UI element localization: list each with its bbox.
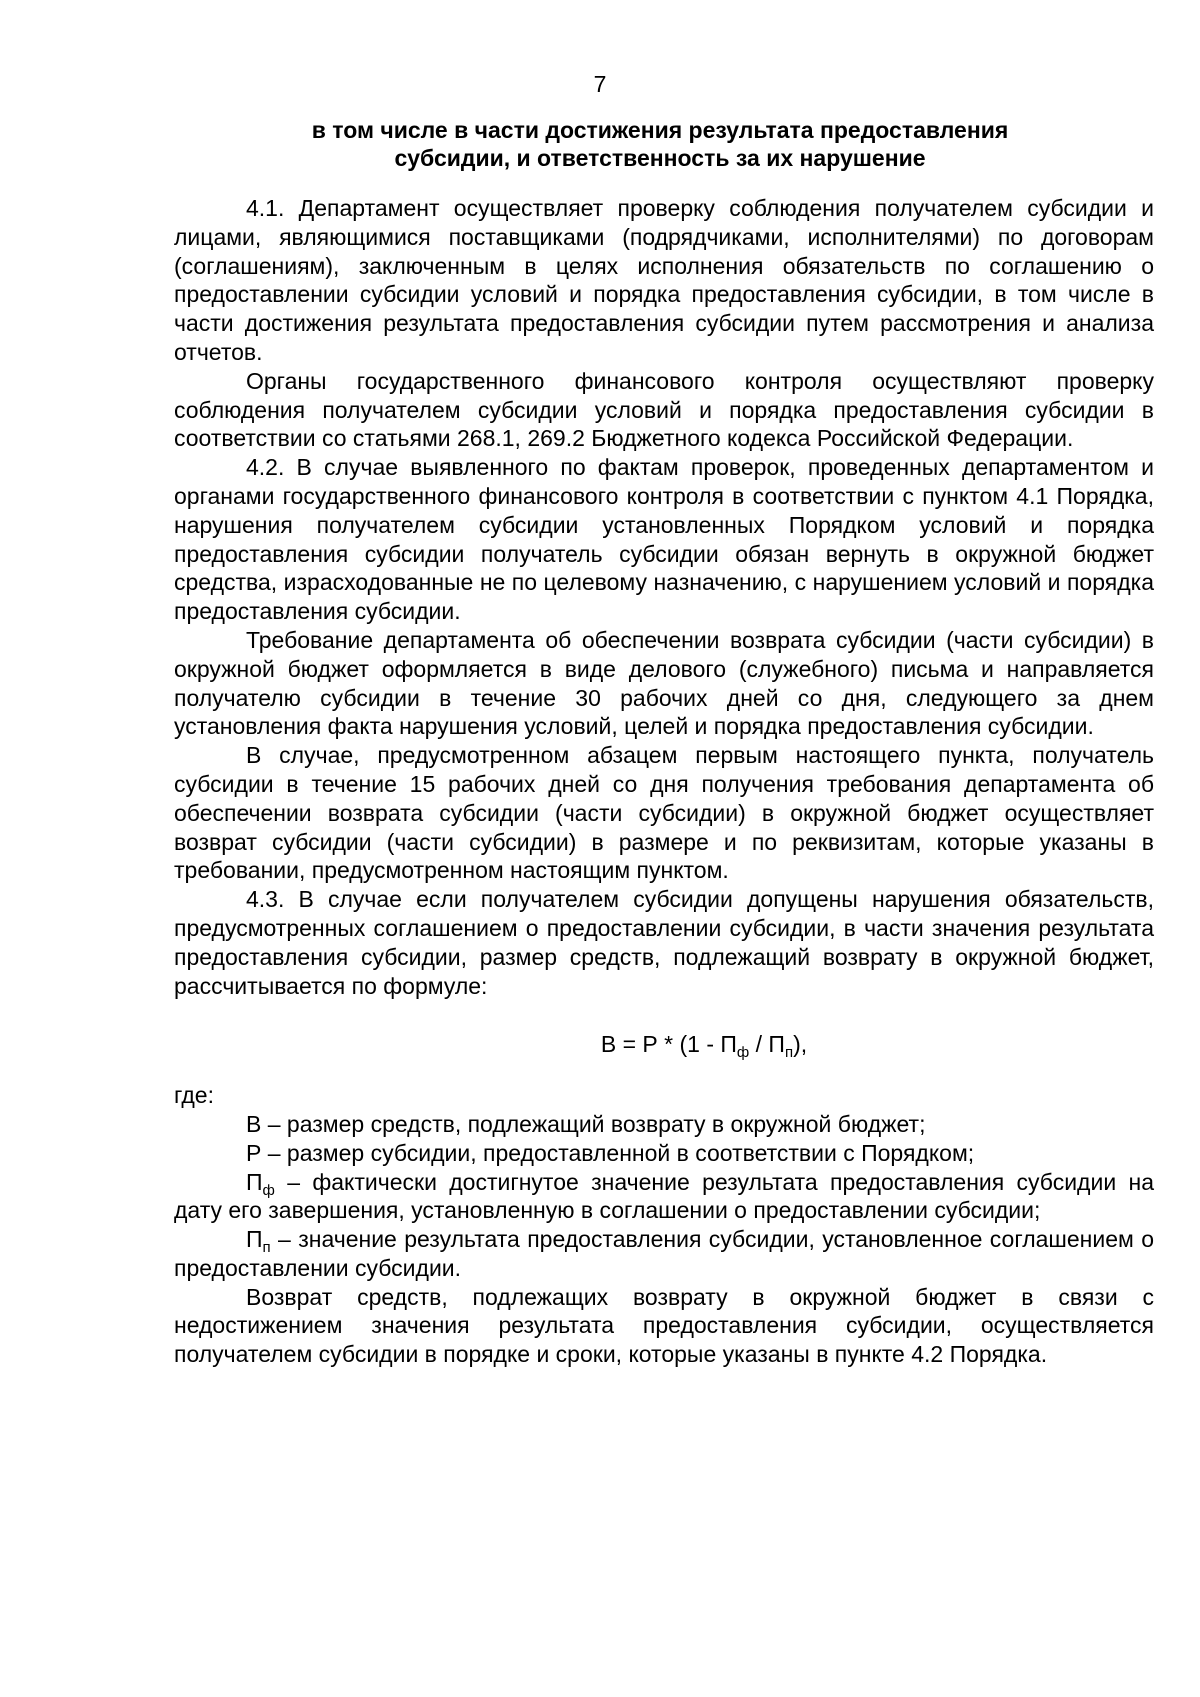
definition-pp-text: – значение результата предоставления субсидии, установленное соглашением о предоставлении субсидии. [174,1226,1154,1281]
definition-pf [174,1168,1154,1226]
formula-middle: / П [749,1031,785,1058]
definition-pp [174,1225,1154,1283]
paragraph-4-3: 4.3. В случае если получателем субсидии допущены нарушения обязательств, предусмотренных соглашением о предоставлении субсидии, в части значения результата предоставления субсидии, размер средств, подлежащий возврату в окружной бюджет, рассчитывается по формуле: [174,886,1154,999]
paragraph-4-1: 4.1. Департамент осуществляет проверку соблюдения получателем субсидии и лицами, являющимися поставщиками (подрядчиками, исполнителями) по договорам (соглашениям), заключенным в целях исполнения обязательств по соглашению о предоставлении субсидии условий и порядка предоставления субсидии, в том числе в части достижения результата предоставления субсидии путем рассмотрения и анализа отчетов. [174,195,1154,365]
formula-sub-f: ф [736,1044,750,1062]
formula [174,1030,1154,1062]
where-label: где: [174,1082,214,1109]
paragraph-4-2: 4.2. В случае выявленного по фактам проверок, проведенных департаментом и органами государственного финансового контроля в соответствии с пунктом 4.1 Порядка, нарушения получателем субсидии установленных Порядком условий и порядка предоставления субсидии получатель субсидии обязан вернуть в окружной бюджет средства, израсходованные не по целевому назначению, с нарушением условий и порядка предоставления субсидии. [174,454,1154,625]
definition-pf-text: – фактически достигнутое значение результата предоставления субсидии на дату его завершения, установленную в соглашении о предоставлении субсидии; [174,1168,1154,1224]
definition-pp-symbol: П [246,1226,263,1253]
paragraph-closing: Возврат средств, подлежащих возврату в окружной бюджет в связи с недостижением значения результата предоставления субсидии, осуществляется получателем субсидии в порядке и сроки, которые указаны в пункте 4.2 Порядка. [174,1283,1154,1368]
heading-line-1: в том числе в части достижения результата предоставления [311,117,1009,143]
page-number: 7 [593,71,607,97]
definition-v: В – размер средств, подлежащий возврату в окружной бюджет; [246,1110,926,1137]
definition-r: Р – размер субсидии, предоставленной в соответствии с Порядком; [246,1139,975,1166]
paragraph-state-control: Органы государственного финансового контроля осуществляют проверку соблюдения получателем субсидии условий и порядка предоставления субсидии в соответствии со статьями 268.1, 269.2 Бюджетного кодекса Российской Федерации. [174,367,1154,452]
document-body [174,194,1154,1369]
formula-prefix: В = Р * (1 - П [600,1031,737,1058]
paragraph-return-terms: В случае, предусмотренном абзацем первым настоящего пункта, получатель субсидии в течение 15 рабочих дней со дня получения требования департамента об обеспечении возврата субсидии (части субсидии) в окружной бюджет осуществляет возврат субсидии (части субсидии) в размере и по реквизитам, которые указаны в требовании, предусмотренном настоящим пунктом. [174,742,1154,884]
definition-pf-sub: ф [262,1181,275,1199]
definition-pf-symbol: П [246,1168,263,1195]
heading-line-2: субсидии, и ответственность за их нарушение [394,145,926,171]
definition-pp-sub: п [262,1239,271,1257]
paragraph-requirement: Требование департамента об обеспечении возврата субсидии (части субсидии) в окружной бюджет оформляется в виде делового (служебного) письма и направляется получателю субсидии в течение 30 рабочих дней со дня, следующего за днем установления факта нарушения условий, целей и порядка предоставления субсидии. [174,626,1154,740]
formula-suffix: ), [793,1031,808,1058]
formula-sub-p: п [784,1044,794,1062]
section-heading [170,116,1150,172]
